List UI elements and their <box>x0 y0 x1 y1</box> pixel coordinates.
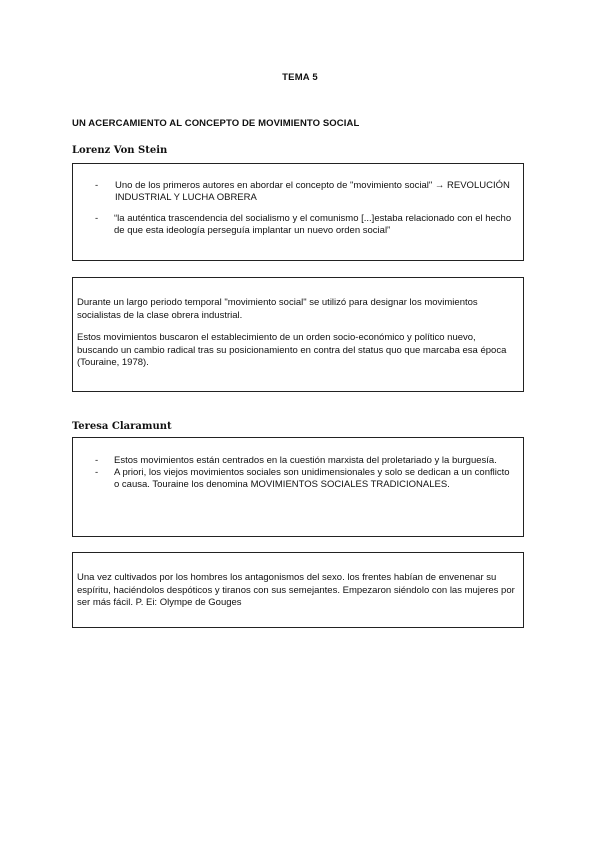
bullet-list <box>73 180 515 237</box>
bullet-box-lorenz-von-stein <box>72 163 524 261</box>
section-heading-lorenz-von-stein: Lorenz Von Stein <box>72 145 168 156</box>
bullet-box-teresa-claramunt <box>72 437 524 537</box>
bullet-text: Uno de los primeros autores en abordar el concepto de "movimiento social" → REVOLUCIÓN INDUSTRIAL Y LUCHA OBRERA <box>115 180 510 203</box>
page-title: TEMA 5 <box>282 72 318 83</box>
list-item <box>73 180 515 204</box>
paragraph: Durante un largo periodo temporal "movimiento social" se utilizó para designar los movimientos socialistas de la clase obrera industrial. <box>77 297 478 321</box>
bullet-text: Estos movimientos están centrados en la cuestión marxista del proletariado y la burguesía. <box>114 455 497 466</box>
section-heading-teresa-claramunt: Teresa Claramunt <box>72 421 172 432</box>
bullet-list <box>73 455 515 491</box>
document-subtitle: UN ACERCAMIENTO AL CONCEPTO DE MOVIMIENTO SOCIAL <box>72 118 360 129</box>
paragraph: Estos movimientos buscaron el establecimiento de un orden socio-económico y político nuevo, buscando un cambio radical tras su posicionamiento en contra del status quo que marcaba esa época (Touraine, 1978). <box>77 332 507 368</box>
bullet-dash: - <box>95 467 99 478</box>
paragraph-box-lorenz-von-stein <box>72 277 524 392</box>
bullet-text: A priori, los viejos movimientos sociales son unidimensionales y solo se dedican a un conflicto o causa. Touraine los denomina MOVIMIENTOS SOCIALES TRADICIONALES. <box>114 467 510 490</box>
bullet-text: “la auténtica trascendencia del socialismo y el comunismo [...]estaba relacionado con el hecho de que esta ideología perseguía implantar un nuevo orden social” <box>114 213 512 236</box>
paragraph: Una vez cultivados por los hombres los antagonismos del sexo. los frentes habían de envenenar su espíritu, haciéndolos despóticos y tiranos con sus semejantes. Empezaron siéndolo con las mujeres por ser más fácil. P. Ei: Olympe de Gouges <box>77 572 515 608</box>
bullet-dash: - <box>95 213 99 224</box>
list-item <box>73 213 515 237</box>
list-item <box>73 455 515 467</box>
list-item <box>73 467 515 491</box>
quote-box-teresa-claramunt <box>72 552 524 628</box>
bullet-dash: - <box>95 455 99 466</box>
bullet-dash: - <box>95 180 99 191</box>
